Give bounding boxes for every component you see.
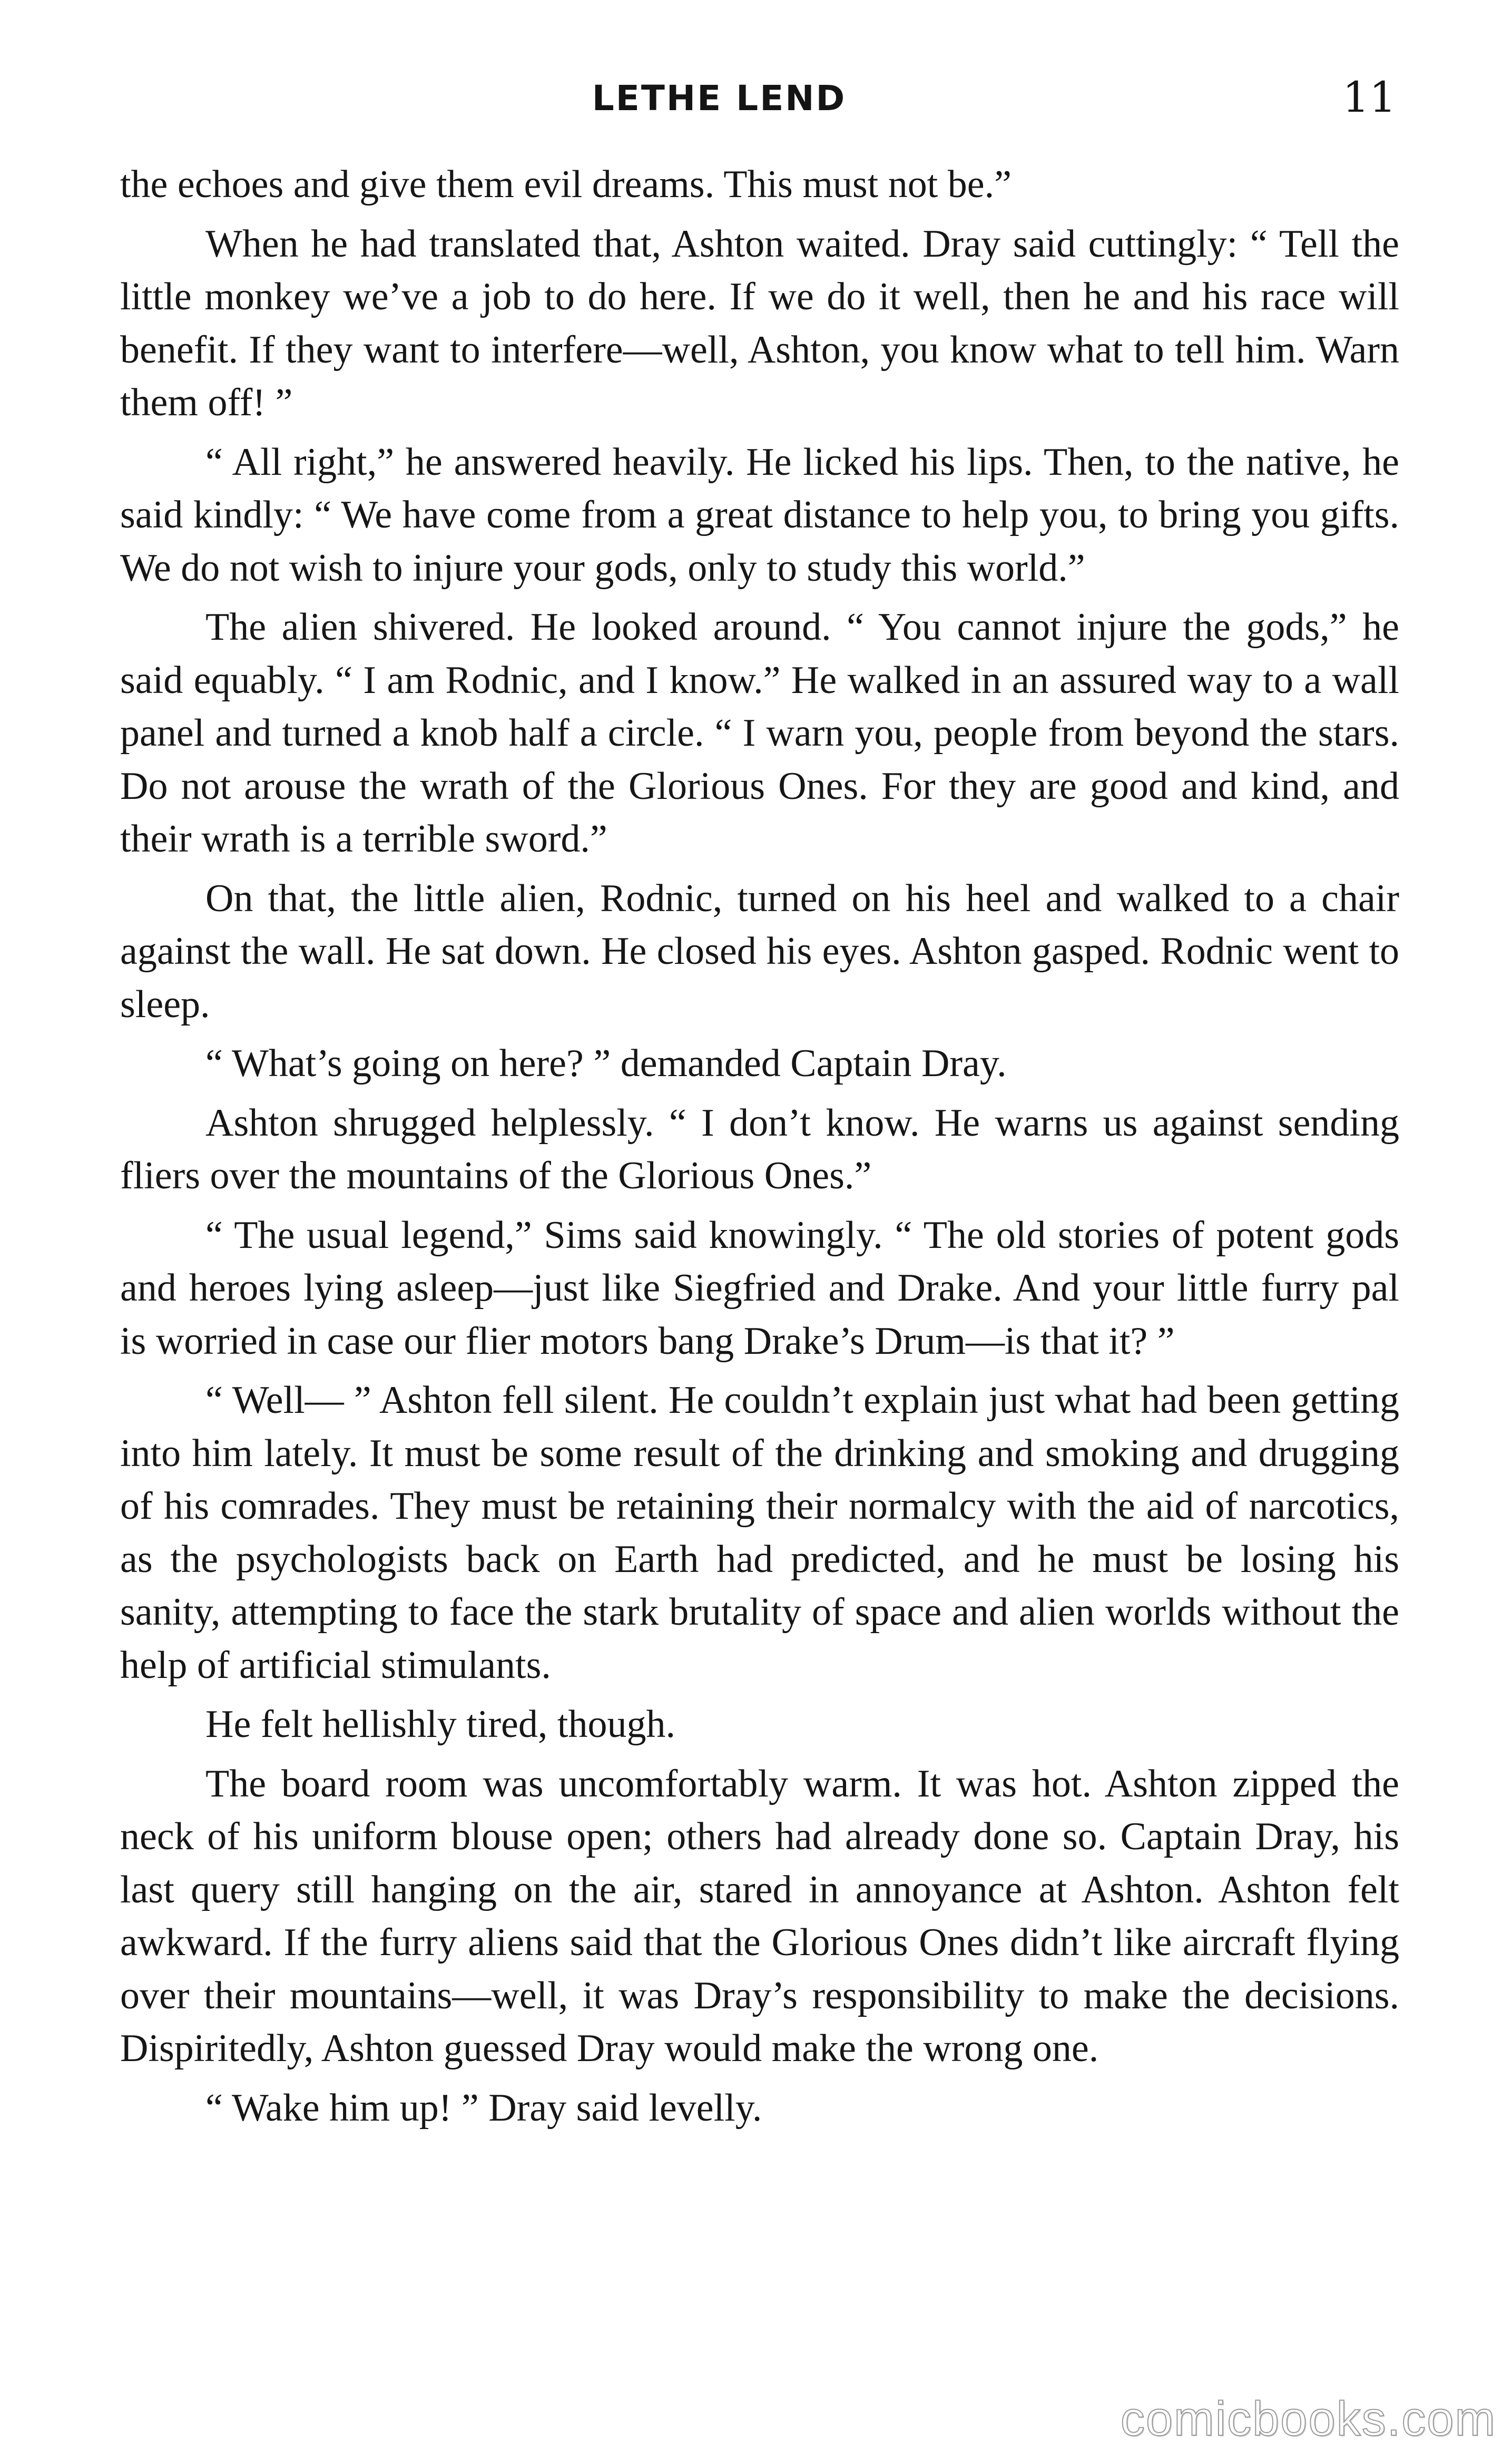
paragraph: “ Well— ” Ashton fell silent. He couldn’t explain just what had been getting into him lately. It must be some result of the drinking and smoking and drugging of his comrades. They must be retaining their normalcy with the aid of narcotics, as the psychologists back on Earth had predicted, and he must be losing his sanity, attempting to face the stark brutality of space and alien worlds without the help of artificial stimulants. (120, 1379, 1399, 1687)
paragraph: On that, the little alien, Rodnic, turned on his heel and walked to a chair against the wall. He sat down. He closed his eyes. Ashton gasped. Rodnic went to sleep. (120, 876, 1399, 1026)
paragraph: Ashton shrugged helplessly. “ I don’t know. He warns us against sending fliers over the mountains of the Glorious Ones.” (120, 1101, 1399, 1197)
paragraph: The board room was uncomfortably warm. It was hot. Ashton zipped the neck of his uniform blouse open; others had already done so. Captain Dray, his last query still hanging on the air, stared in annoyance at Ashton. Ashton felt awkward. If the furry aliens said that the Glorious Ones didn’t like aircraft flying over their mountains—well, it was Dray’s responsibility to make the decisions. Dispiritedly, Ashton guessed Dray would make the wrong one. (120, 1762, 1399, 2070)
paragraph: “ What’s going on here? ” demanded Captain Dray. (205, 1042, 1007, 1085)
watermark: comicbooks.com (1120, 2392, 1496, 2446)
paragraph: He felt hellishly tired, though. (205, 1703, 675, 1746)
paragraph: When he had translated that, Ashton waited. Dray said cuttingly: “ Tell the little monkey we’ve a job to do here. If we do it well, then he and his race will benefit. If they want to interfere—well, Ashton, you know what to tell him. Warn them off! ” (120, 222, 1399, 424)
paragraph: “ The usual legend,” Sims said knowingly. “ The old stories of potent gods and heroes lying asleep—just like Siegfried and Drake. And your little furry pal is worried in case our flier motors bang Drake’s Drum—is that it? ” (120, 1213, 1399, 1363)
page-number: 11 (1342, 73, 1396, 122)
paragraph: the echoes and give them evil dreams. This must not be.” (120, 163, 1012, 206)
paragraph: “ Wake him up! ” Dray said levelly. (205, 2086, 762, 2130)
body-text (120, 158, 1399, 2141)
paragraph: “ All right,” he answered heavily. He licked his lips. Then, to the native, he said kindly: “ We have come from a great distance to help you, to bring you gifts. We do not wish to injure your gods, only to study this world.” (120, 440, 1399, 590)
paragraph: The alien shivered. He looked around. “ You cannot injure the gods,” he said equably. “ I am Rodnic, and I know.” He walked in an assured way to a wall panel and turned a knob half a circle. “ I warn you, people from beyond the stars. Do not arouse the wrath of the Glorious Ones. For they are good and kind, and their wrath is a terrible sword.” (120, 606, 1399, 861)
running-head-title: LETHE LEND (592, 78, 847, 119)
